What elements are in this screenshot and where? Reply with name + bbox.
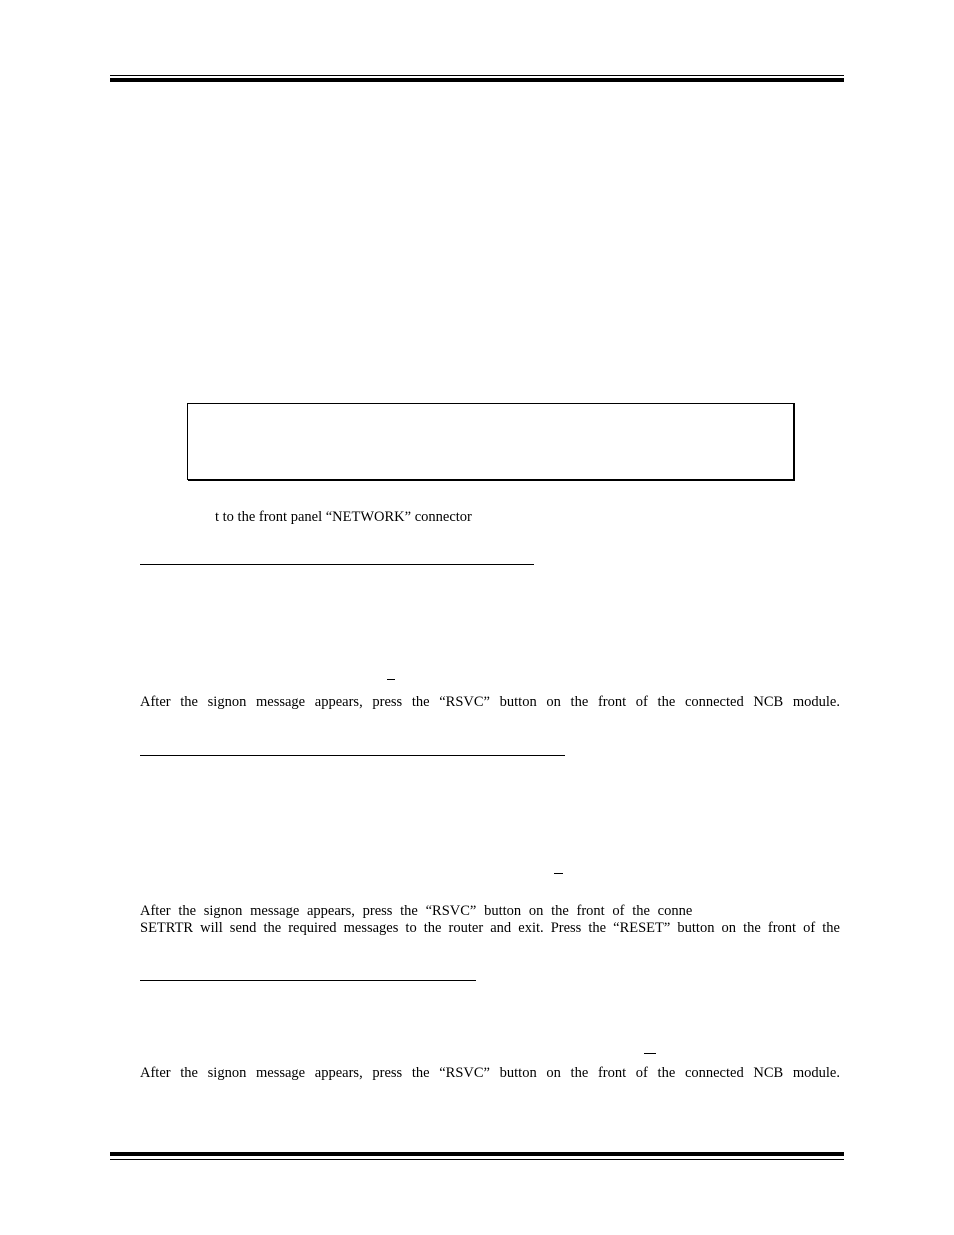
underscore-mark-3 [644,1053,656,1054]
note-box-shadow-bottom [188,479,795,481]
paragraph-4: After the signon message appears, press the “RSVC” button on the front of the connected NCB module. [140,1065,840,1081]
header-rule-thin [110,75,844,76]
footer-rule-thick [110,1152,844,1156]
note-box-shadow-right [793,404,795,481]
footer-rule-thin [110,1159,844,1160]
network-connector-note: t to the front panel “NETWORK” connector [215,509,472,525]
section-heading-underline-3 [140,980,476,981]
note-box [187,403,795,480]
paragraph-2: After the signon message appears, press the “RSVC” button on the front of the conne [140,903,693,919]
underscore-mark-1 [387,679,395,680]
paragraph-1: After the signon message appears, press the “RSVC” button on the front of the connected NCB module. [140,694,840,710]
header-rule-thick [110,78,844,82]
paragraph-3: SETRTR will send the required messages to the router and exit. Press the “RESET” button on the front of the [140,920,840,936]
section-heading-underline-2 [140,755,565,756]
underscore-mark-2 [554,873,563,874]
section-heading-underline-1 [140,564,534,565]
